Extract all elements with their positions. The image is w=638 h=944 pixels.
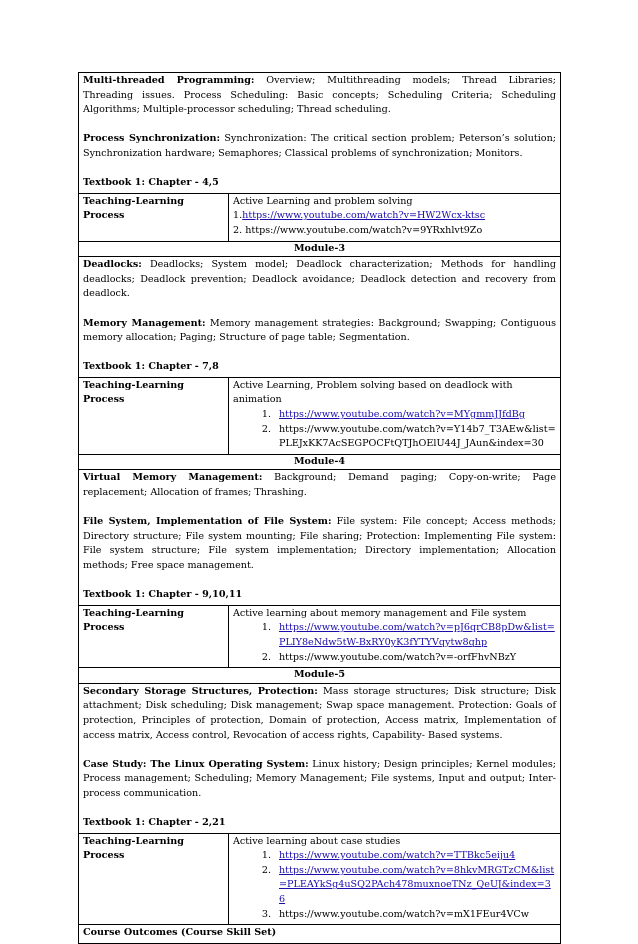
textbook-reference: Textbook 1: Chapter - 7,8: [83, 361, 219, 373]
tlp-content-cell: [229, 833, 561, 925]
module-3-content: [79, 257, 561, 378]
link-item: 1. https://www.youtube.com/watch?v=TTBkc5eiju4: [261, 850, 516, 862]
topic-title: Deadlocks:: [83, 259, 142, 271]
module-3-content-row: [79, 257, 561, 378]
tlp-content-cell: [229, 193, 561, 241]
topic-title: Memory Management:: [83, 317, 206, 329]
topic-title: Process Synchronization:: [83, 133, 221, 145]
link-item: 1. https://www.youtube.com/watch?v=pJ6qrCB8pDw&list=PLIY8eNdw5tW-BxRY0yK3fYTYVqytw8qhp: [261, 622, 555, 648]
youtube-link[interactable]: https://www.youtube.com/watch?v=TTBkc5eiju4: [279, 850, 516, 862]
module-2-content-row: [79, 73, 561, 194]
course-outcomes-cell: [79, 925, 561, 944]
topic-text: Linux history; Design principles; Kernel modules; Process management; Scheduling; Memory Management; File systems, Input and output; Inter-process communication.: [83, 758, 556, 799]
tlp-intro: Active learning about memory management and File system: [233, 607, 527, 619]
syllabus-table: [78, 72, 561, 944]
tlp-label-cell: [79, 605, 229, 667]
topic-title: File System, Implementation of File System:: [83, 516, 332, 528]
topic-text: Synchronization: The critical section problem; Peterson’s solution; Synchronization hardware; Semaphores; Classical problems of synchronization; Monitors.: [83, 133, 556, 159]
link-item: 2. https://www.youtube.com/watch?v=-orfFhvNBzY: [233, 651, 556, 666]
topic-title: Virtual Memory Management:: [83, 472, 263, 484]
topic-title: Multi-threaded Programming:: [83, 75, 255, 86]
tlp-label-cell: [79, 193, 229, 241]
tlp-label: Teaching-Learning Process: [83, 607, 184, 634]
tlp-label-cell: [79, 377, 229, 454]
youtube-link[interactable]: https://www.youtube.com/watch?v=pJ6qrCB8pDw&list=PLIY8eNdw5tW-BxRY0yK3fYTYVqytw8qhp: [279, 622, 555, 648]
syllabus-page: [78, 72, 561, 944]
link-item: 2. https://www.youtube.com/watch?v=8hkvMRGTzCM&list=PLEAYkSg4uSQ2PAch478muxnoeTNz_QeUJ&index=36: [261, 864, 555, 906]
link-list: [233, 849, 556, 922]
topic-text: File system: File concept; Access methods; Directory structure; File system mounting; File sharing; Protection: Implementing File system: File system structure; File system implementation; Directory implementation; Allocation methods; Free space management.: [83, 516, 556, 571]
textbook-reference: Textbook 1: Chapter - 9,10,11: [83, 589, 243, 601]
textbook-reference: Textbook 1: Chapter - 2,21: [83, 817, 226, 829]
module-5-content: [79, 683, 561, 833]
module-3-tlp-row: [79, 377, 561, 454]
link-item: 3. https://www.youtube.com/watch?v=mX1FEur4VCw: [233, 908, 556, 923]
link-list: [233, 408, 556, 452]
module-4-content-row: [79, 470, 561, 605]
topic-text: Memory management strategies: Background; Swapping; Contiguous memory allocation; Paging; Structure of page table; Segmentation.: [83, 317, 556, 344]
module-5-tlp-row: [79, 833, 561, 925]
youtube-link[interactable]: https://www.youtube.com/watch?v=8hkvMRGTzCM&list=PLEAYkSg4uSQ2PAch478muxnoeTNz_QeUJ&index=36: [279, 864, 555, 906]
module-2-content: [79, 73, 561, 194]
tlp-label: Teaching-Learning Process: [83, 195, 184, 222]
module-4-tlp-row: [79, 605, 561, 667]
tlp-label: Teaching-Learning Process: [83, 835, 184, 862]
topic-text: Mass storage structures; Disk structure; Disk attachment; Disk scheduling; Disk management; Swap space management. Protection: Goals of protection, Principles of protection, Domain of protection, Access matrix, Implementation of access matrix, Access control, Revocation of access rights, Capability- Based systems.: [83, 685, 556, 741]
youtube-link[interactable]: https://www.youtube.com/watch?v=MYgmmJJfdBg: [279, 409, 525, 421]
topic-text: Background; Demand paging; Copy-on-write; Page replacement; Allocation of frames; Thrashing.: [83, 472, 556, 499]
tlp-intro: Active learning about case studies: [233, 835, 401, 847]
tlp-content-cell: [229, 377, 561, 454]
topic-text: Overview; Multithreading models; Thread Libraries; Threading issues. Process Scheduling: Basic concepts; Scheduling Criteria; Scheduling Algorithms; Multiple-processor scheduling; Thread scheduling.: [83, 75, 556, 116]
module-heading: Module-4: [79, 454, 561, 470]
module-3-heading-row: [79, 241, 561, 257]
module-2-paragraph-2: [83, 132, 556, 161]
module-heading: Module-3: [79, 241, 561, 257]
youtube-link-text[interactable]: https://www.youtube.com/watch?v=Y14b7_T3AEw&list=PLEJxKK7AcSEGPOCFtQTJhOElU44J_JAun&index=30: [279, 423, 556, 450]
youtube-link-text[interactable]: https://www.youtube.com/watch?v=mX1FEur4VCw: [279, 908, 529, 920]
tlp-label-cell: [79, 833, 229, 925]
course-outcomes-row: [79, 925, 561, 944]
textbook-reference: Textbook 1: Chapter - 4,5: [83, 177, 219, 189]
link-item: 2. https://www.youtube.com/watch?v=Y14b7_T3AEw&list=PLEJxKK7AcSEGPOCFtQTJhOElU44J_JAun&index=30: [233, 423, 556, 452]
link-list: [233, 621, 556, 665]
youtube-link[interactable]: https://www.youtube.com/watch?v=HW2Wcx-ktsc: [242, 210, 486, 222]
module-heading: Module-5: [79, 668, 561, 684]
link-item: 2. https://www.youtube.com/watch?v=9YRxhlvt9Zo: [233, 224, 483, 236]
module-5-content-row: [79, 683, 561, 833]
link-item: 1. https://www.youtube.com/watch?v=MYgmmJJfdBg: [261, 409, 525, 421]
module-4-heading-row: [79, 454, 561, 470]
module-2-tlp-row: [79, 193, 561, 241]
topic-text: Deadlocks; System model; Deadlock characterization; Methods for handling deadlocks; Deadlock prevention; Deadlock avoidance; Deadlock detection and recovery from deadlock.: [83, 259, 556, 300]
tlp-label: Teaching-Learning Process: [83, 379, 184, 406]
youtube-link-text[interactable]: https://www.youtube.com/watch?v=9YRxhlvt9Zo: [245, 224, 483, 236]
module-4-content: [79, 470, 561, 605]
tlp-intro: Active Learning and problem solving: [233, 195, 413, 207]
course-outcomes-heading: Course Outcomes (Course Skill Set): [83, 927, 277, 939]
module-5-heading-row: [79, 668, 561, 684]
link-item: 1.https://www.youtube.com/watch?v=HW2Wcx-ktsc: [233, 210, 486, 222]
tlp-intro: Active Learning, Problem solving based on deadlock with animation: [233, 379, 513, 406]
module-2-paragraph-1: [83, 74, 556, 118]
topic-title: Case Study: The Linux Operating System:: [83, 758, 309, 770]
youtube-link-text[interactable]: https://www.youtube.com/watch?v=-orfFhvNBzY: [279, 651, 517, 663]
tlp-content-cell: [229, 605, 561, 667]
topic-title: Secondary Storage Structures, Protection:: [83, 685, 318, 697]
